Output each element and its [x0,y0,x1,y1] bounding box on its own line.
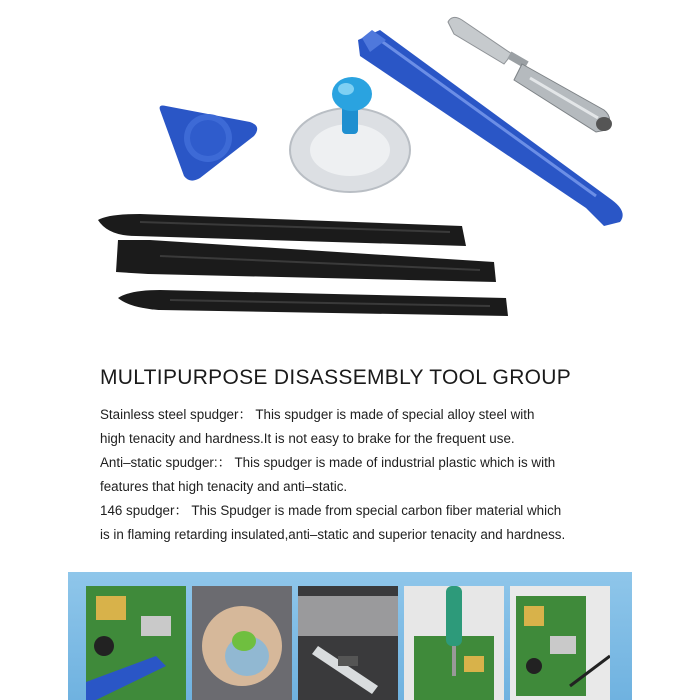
tools-photo [0,0,700,345]
description-line-3: Anti–static spudger:： This spudger is made of industrial plastic which is with [100,455,556,470]
tool-description [100,403,660,547]
description-line-1: Stainless steel spudger： This spudger is made of special alloy steel with [100,407,535,422]
description-line-2: high tenacity and hardness.It is not easy to brake for the frequent use. [100,431,515,446]
description-line-6: is in flaming retarding insulated,anti–static and superior tenacity and hardness. [100,527,566,542]
usage-photo-strip [68,572,632,700]
usage-photo-screwdriver [404,586,504,700]
black-spudger-icon [98,214,508,316]
usage-photo-pcb [510,586,610,700]
section-heading: MULTIPURPOSE DISASSEMBLY TOOL GROUP [100,366,572,389]
usage-photo-pry-bar [86,586,186,700]
suction-cup-icon [290,77,410,192]
triangle-pick-icon [160,106,258,181]
usage-photo-suction-cup [192,586,292,700]
usage-photo-steel-spudger [298,586,398,700]
description-line-4: features that high tenacity and anti–static. [100,479,348,494]
description-line-5: 146 spudger： This Spudger is made from special carbon fiber material which [100,503,562,518]
